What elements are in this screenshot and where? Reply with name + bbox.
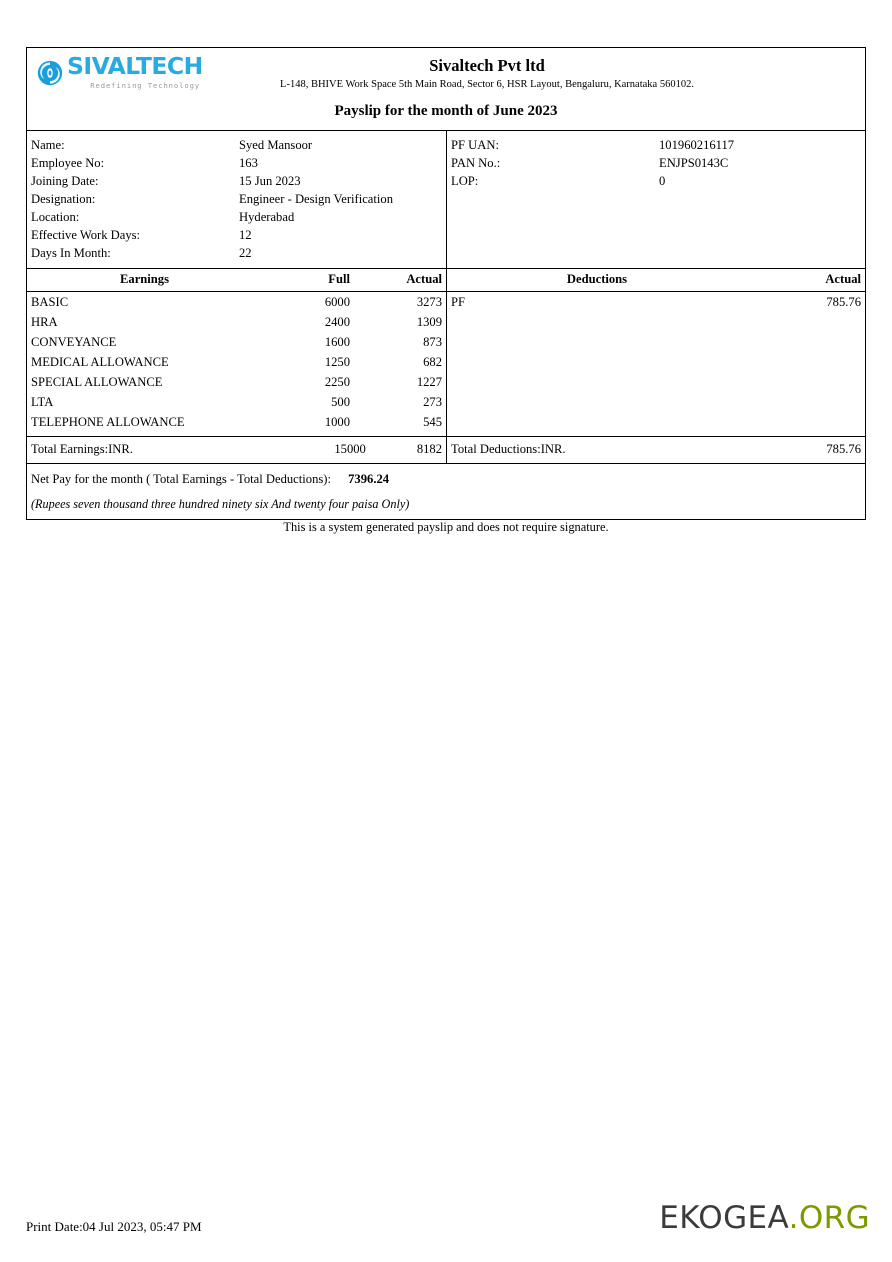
earning-name: MEDICAL ALLOWANCE bbox=[31, 354, 169, 369]
earning-full: 2400 bbox=[324, 314, 350, 329]
earning-actual: 3273 bbox=[416, 294, 442, 309]
page-title: Payslip for the month of June 2023 bbox=[334, 103, 558, 120]
detail-value: 12 bbox=[239, 228, 252, 243]
earnings-table bbox=[27, 269, 446, 436]
earnings-deductions-tables bbox=[27, 268, 865, 436]
earnings-total bbox=[27, 437, 447, 463]
totals-row bbox=[27, 436, 865, 463]
employee-details-left bbox=[27, 131, 447, 268]
detail-row-days-in-month bbox=[27, 244, 446, 262]
table-row bbox=[27, 372, 446, 392]
detail-row-effective-work-days bbox=[27, 226, 446, 244]
net-pay-in-words: (Rupees seven thousand three hundred ninety six And twenty four paisa Only) bbox=[31, 497, 410, 512]
watermark bbox=[659, 1200, 870, 1236]
table-row bbox=[27, 392, 446, 412]
print-date: Print Date:04 Jul 2023, 05:47 PM bbox=[26, 1219, 202, 1234]
earning-name: HRA bbox=[31, 314, 58, 329]
earning-full: 1600 bbox=[324, 334, 350, 349]
company-logo bbox=[27, 56, 239, 89]
detail-label: Days In Month: bbox=[31, 246, 111, 261]
earning-actual: 682 bbox=[423, 354, 442, 369]
company-logo-wordmark: SIVALTECH bbox=[67, 54, 203, 80]
detail-row-pan-no bbox=[447, 154, 865, 172]
earning-full: 1000 bbox=[324, 414, 350, 429]
earning-name: CONVEYANCE bbox=[31, 334, 117, 349]
company-logo-tagline: Redefining Technology bbox=[90, 81, 201, 90]
earning-actual: 873 bbox=[423, 334, 442, 349]
detail-value: 22 bbox=[239, 246, 252, 261]
deductions-total-actual: 785.76 bbox=[826, 442, 861, 457]
detail-value: Syed Mansoor bbox=[239, 138, 313, 153]
system-generated-note: This is a system generated payslip and does not require signature. bbox=[283, 520, 609, 534]
detail-value: 15 Jun 2023 bbox=[239, 174, 301, 189]
detail-label: PAN No.: bbox=[451, 156, 501, 171]
deductions-total-label: Total Deductions:INR. bbox=[451, 442, 566, 457]
employee-details-right bbox=[447, 131, 865, 268]
detail-label: Effective Work Days: bbox=[31, 228, 141, 243]
detail-value: 101960216117 bbox=[659, 138, 735, 153]
earning-actual: 1309 bbox=[416, 314, 442, 329]
detail-row-designation bbox=[27, 190, 446, 208]
table-row bbox=[447, 292, 865, 313]
table-row bbox=[27, 352, 446, 372]
detail-label: LOP: bbox=[451, 174, 479, 189]
detail-value: Engineer - Design Verification bbox=[239, 192, 393, 207]
detail-value: 163 bbox=[239, 156, 258, 171]
payslip-document bbox=[26, 47, 866, 520]
detail-row-employee-no bbox=[27, 154, 446, 172]
earnings-header-actual: Actual bbox=[354, 269, 446, 292]
deductions-header-actual: Actual bbox=[747, 269, 865, 292]
earning-full: 2250 bbox=[324, 374, 350, 389]
earnings-total-label: Total Earnings:INR. bbox=[31, 442, 133, 457]
deduction-actual: 785.76 bbox=[826, 294, 861, 309]
earning-full: 1250 bbox=[324, 354, 350, 369]
watermark-secondary: .ORG bbox=[788, 1200, 870, 1236]
earnings-total-actual: 8182 bbox=[416, 442, 442, 457]
earning-name: LTA bbox=[31, 394, 54, 409]
earning-name: SPECIAL ALLOWANCE bbox=[31, 374, 163, 389]
net-pay-label: Net Pay for the month ( Total Earnings - Total Deductions): bbox=[31, 472, 331, 487]
detail-value: ENJPS0143C bbox=[659, 156, 729, 171]
deduction-name: PF bbox=[451, 294, 466, 309]
swirl-icon bbox=[37, 60, 63, 86]
detail-row-pf-uan bbox=[447, 136, 865, 154]
earning-full: 500 bbox=[331, 394, 350, 409]
earnings-header-row bbox=[27, 269, 446, 292]
watermark-primary: EKOGEA bbox=[659, 1200, 789, 1236]
company-address: L-148, BHIVE Work Space 5th Main Road, Sector 6, HSR Layout, Bengaluru, Karnataka 560102. bbox=[280, 78, 694, 90]
earning-name: TELEPHONE ALLOWANCE bbox=[31, 414, 185, 429]
table-spacer bbox=[447, 312, 865, 316]
table-row bbox=[27, 332, 446, 352]
table-row bbox=[27, 292, 446, 313]
employee-details bbox=[27, 130, 865, 268]
detail-label: Joining Date: bbox=[31, 174, 99, 189]
table-row bbox=[27, 412, 446, 432]
net-pay-amount: 7396.24 bbox=[348, 472, 390, 487]
payslip-header bbox=[27, 48, 865, 91]
earning-actual: 545 bbox=[423, 414, 442, 429]
detail-row-lop bbox=[447, 172, 865, 190]
company-info bbox=[239, 56, 865, 91]
company-name: Sivaltech Pvt ltd bbox=[429, 56, 545, 75]
detail-row-name bbox=[27, 136, 446, 154]
earning-actual: 273 bbox=[423, 394, 442, 409]
earning-actual: 1227 bbox=[416, 374, 442, 389]
detail-row-location bbox=[27, 208, 446, 226]
net-pay-section bbox=[27, 463, 865, 519]
detail-row-joining-date bbox=[27, 172, 446, 190]
detail-label: PF UAN: bbox=[451, 138, 499, 153]
deductions-table bbox=[447, 269, 865, 316]
earnings-header-name: Earnings bbox=[27, 269, 262, 292]
detail-label: Location: bbox=[31, 210, 80, 225]
detail-label: Designation: bbox=[31, 192, 96, 207]
earnings-header-full: Full bbox=[262, 269, 354, 292]
deductions-header-name: Deductions bbox=[447, 269, 747, 292]
table-spacer bbox=[27, 432, 446, 436]
detail-label: Name: bbox=[31, 138, 65, 153]
deductions-table-wrap bbox=[447, 269, 865, 436]
table-row bbox=[27, 312, 446, 332]
deductions-total bbox=[447, 437, 865, 463]
earning-name: BASIC bbox=[31, 294, 69, 309]
detail-label: Employee No: bbox=[31, 156, 105, 171]
earning-full: 6000 bbox=[324, 294, 350, 309]
detail-value: 0 bbox=[659, 174, 666, 189]
earnings-total-full: 15000 bbox=[334, 442, 366, 457]
earnings-table-wrap bbox=[27, 269, 447, 436]
detail-value: Hyderabad bbox=[239, 210, 295, 225]
deductions-header-row bbox=[447, 269, 865, 292]
